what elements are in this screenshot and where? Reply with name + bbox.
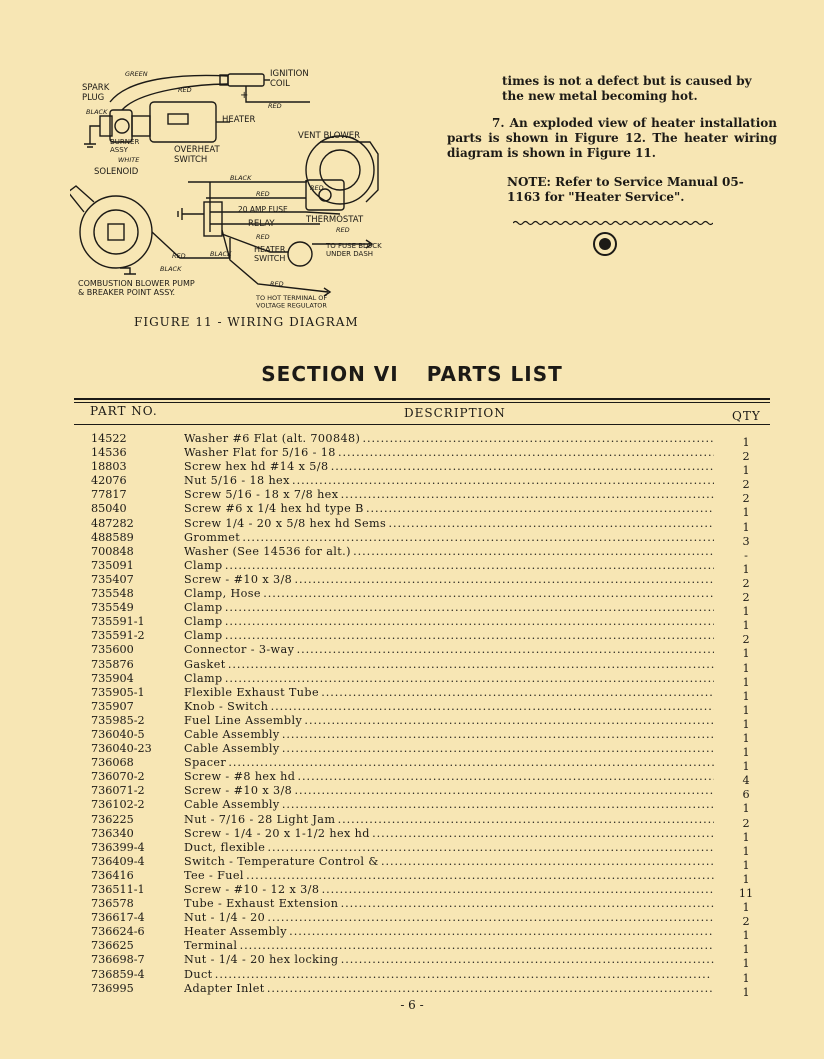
part-number: 736040-5 (91, 727, 145, 741)
table-top-rule-thin (74, 402, 770, 403)
part-quantity: 1 (742, 619, 750, 633)
part-number: 736071-2 (91, 784, 145, 798)
part-number: 736340 (91, 826, 134, 840)
part-quantity: 1 (742, 830, 750, 844)
parts-table (0, 432, 824, 999)
part-quantity: 1 (742, 957, 750, 971)
wire-label-red-8: RED (270, 280, 284, 288)
figure-caption: FIGURE 11 - WIRING DIAGRAM (134, 315, 359, 329)
part-number: 735591-1 (91, 615, 145, 629)
part-quantity: 2 (742, 591, 750, 605)
part-description: Heater Assembly . . . (184, 925, 714, 939)
table-row (0, 770, 824, 788)
table-row (0, 854, 824, 872)
part-description: Nut - 1/4 - 20 hex locking . . . (184, 953, 714, 967)
part-quantity: 2 (742, 450, 750, 464)
part-description: Cable Assembly . . . (184, 798, 714, 812)
part-description: Screw - 1/4 - 20 x 1-1/2 hex hd . . . (184, 827, 714, 841)
wavy-divider (513, 219, 713, 227)
part-description: Spacer . . . (184, 756, 714, 770)
table-row (0, 925, 824, 943)
part-quantity: 2 (742, 633, 750, 647)
table-row (0, 798, 824, 816)
table-row (0, 840, 824, 858)
part-description: Clamp . . . (184, 615, 714, 629)
label-vent-blower: VENT BLOWER (298, 131, 361, 141)
label-thermostat: THERMOSTAT (306, 215, 364, 225)
part-description: Screw 1/4 - 20 x 5/8 hex hd Sems . . . (184, 517, 714, 531)
part-description: Washer #6 Flat (alt. 700848) . . . (184, 432, 714, 446)
part-number: 736625 (91, 939, 134, 953)
part-description: Adapter Inlet . . . (184, 982, 714, 996)
table-row (0, 657, 824, 675)
part-number: 85040 (91, 502, 127, 516)
part-quantity: 1 (742, 746, 750, 760)
wire-label-red-7: RED (172, 252, 186, 260)
table-row (0, 446, 824, 464)
part-description: Screw - #10 - 12 x 3/8 . . . (184, 883, 714, 897)
table-row (0, 432, 824, 449)
service-note: NOTE: Refer to Service Manual 05-1163 for "Heater Service". (507, 175, 744, 204)
section-name: PARTS LIST (426, 362, 563, 386)
part-description: Tee - Fuel . . . (184, 869, 714, 883)
part-number: 42076 (91, 474, 127, 488)
table-row (0, 713, 824, 731)
table-row (0, 460, 824, 478)
column-header-description: DESCRIPTION (404, 406, 506, 420)
label-combustion-blower: COMBUSTION BLOWER PUMP & BREAKER POINT ASSY. (78, 279, 195, 298)
part-number: 736399-4 (91, 840, 145, 854)
header-bottom-rule (74, 424, 770, 425)
label-heater-switch: HEATER SWITCH (254, 245, 286, 264)
part-number: 736511-1 (91, 883, 145, 896)
part-quantity: 1 (742, 506, 750, 520)
table-row (0, 742, 824, 760)
part-description: Screw 5/16 - 18 x 7/8 hex . . . (184, 488, 714, 502)
part-quantity: 2 (742, 816, 750, 830)
part-description: Flexible Exhaust Tube . . . (184, 686, 714, 700)
part-number: 736617-4 (91, 911, 145, 925)
part-number: 736225 (91, 812, 134, 826)
label-fuse: 20 AMP FUSE (238, 205, 288, 214)
part-number: 735591-2 (91, 629, 145, 643)
part-quantity: 1 (742, 858, 750, 872)
part-quantity: 2 (742, 492, 750, 506)
table-row (0, 615, 824, 633)
part-quantity: 2 (742, 915, 750, 929)
part-number: 736416 (91, 868, 134, 882)
part-description: Gasket . . . (184, 658, 714, 672)
part-quantity: 1 (742, 929, 750, 943)
column-header-qty: QTY (732, 409, 761, 423)
page-number: - 6 - (400, 998, 424, 1012)
label-overheat-switch: OVERHEAT SWITCH (174, 145, 220, 165)
table-row (0, 671, 824, 689)
table-row (0, 897, 824, 915)
part-quantity: 1 (742, 802, 750, 816)
wiring-diagram (70, 62, 420, 312)
part-number: 700848 (91, 544, 134, 558)
part-description: Terminal . . . (184, 939, 714, 953)
table-row (0, 544, 824, 562)
plus-sign: + (240, 90, 249, 101)
wire-label-red-5: RED (336, 226, 350, 234)
table-row (0, 699, 824, 717)
right-column-text (447, 74, 777, 205)
part-quantity: - (744, 548, 748, 562)
table-row (0, 530, 824, 548)
part-quantity: 11 (738, 887, 754, 900)
part-description: Clamp . . . (184, 672, 714, 686)
part-number: 736859-4 (91, 967, 145, 981)
part-quantity: 1 (742, 760, 750, 774)
part-quantity: 3 (742, 534, 750, 548)
wire-label-black-1: BLACK (86, 108, 108, 116)
wire-label-black-3: BLACK (210, 250, 232, 258)
part-quantity: 1 (742, 436, 750, 449)
part-quantity: 1 (742, 717, 750, 731)
part-description: Switch - Temperature Control & . . . (184, 855, 714, 869)
part-number: 736068 (91, 756, 134, 770)
table-row (0, 868, 824, 886)
label-ignition-coil: IGNITION COIL (270, 69, 309, 89)
wire-label-black-2: BLACK (230, 174, 252, 182)
part-quantity: 1 (742, 661, 750, 675)
table-row (0, 727, 824, 745)
part-number: 736409-4 (91, 854, 145, 868)
part-number: 77817 (91, 488, 127, 502)
part-description: Clamp, Hose . . . (184, 587, 714, 601)
table-row (0, 756, 824, 774)
label-solenoid: SOLENOID (94, 167, 139, 177)
part-description: Nut - 7/16 - 28 Light Jam . . . (184, 813, 714, 827)
table-row (0, 516, 824, 534)
table-row (0, 488, 824, 506)
part-quantity: 1 (742, 703, 750, 717)
part-quantity: 1 (742, 985, 750, 999)
part-description: Clamp . . . (184, 629, 714, 643)
part-number: 735548 (91, 587, 134, 601)
part-description: Fuel Line Assembly . . . (184, 714, 714, 728)
section-number: SECTION VI (261, 362, 399, 386)
table-row (0, 953, 824, 971)
table-row (0, 643, 824, 661)
part-description: Nut - 1/4 - 20 . . . (184, 911, 714, 925)
part-number: 736698-7 (91, 953, 145, 967)
part-description: Clamp . . . (184, 601, 714, 615)
label-to-hot-terminal: TO HOT TERMINAL OF VOLTAGE REGULATOR (256, 294, 328, 310)
end-mark-icon (593, 232, 617, 256)
part-quantity: 1 (742, 562, 750, 576)
part-description: Screw - #10 x 3/8 . . . (184, 784, 714, 798)
table-row (0, 558, 824, 576)
table-row (0, 784, 824, 802)
table-row (0, 685, 824, 703)
part-number: 736040-23 (91, 742, 152, 756)
wire-label-red-3: RED (256, 190, 270, 198)
table-row (0, 601, 824, 619)
part-number: 14536 (91, 446, 127, 460)
part-number: 488589 (91, 530, 134, 544)
part-quantity: 1 (742, 464, 750, 478)
label-spark-plug: SPARK PLUG (82, 83, 110, 103)
part-description: Washer Flat for 5/16 - 18 . . . (184, 446, 714, 460)
part-quantity: 1 (742, 971, 750, 985)
table-row (0, 502, 824, 520)
part-quantity: 6 (742, 788, 750, 802)
part-number: 736102-2 (91, 798, 145, 812)
label-heater: HEATER (222, 115, 256, 125)
wire-label-green: GREEN (125, 70, 148, 78)
wire-label-red-6: RED (256, 233, 270, 241)
part-number: 735549 (91, 601, 134, 615)
table-row (0, 629, 824, 647)
part-number: 736624-6 (91, 925, 145, 939)
table-row (0, 939, 824, 957)
part-quantity: 4 (742, 774, 750, 788)
part-number: 736995 (91, 981, 134, 995)
part-quantity: 2 (742, 576, 750, 590)
column-header-part-no: PART NO. (90, 404, 158, 418)
part-description: Clamp . . . (184, 559, 714, 573)
part-number: 736070-2 (91, 770, 145, 784)
part-number: 735600 (91, 643, 134, 657)
part-description: Grommet . . . (184, 531, 714, 545)
paragraph-7: 7. An exploded view of heater installation parts is shown in Figure 12. The heater wiring diagram is shown in Figure 11. (447, 116, 777, 160)
part-quantity: 1 (742, 520, 750, 534)
part-number: 18803 (91, 460, 127, 474)
part-quantity: 1 (742, 647, 750, 661)
part-quantity: 1 (742, 872, 750, 886)
part-number: 735407 (91, 572, 134, 586)
part-description: Screw #6 x 1/4 hex hd type B . . . (184, 502, 714, 516)
table-row (0, 981, 824, 999)
part-quantity: 1 (742, 605, 750, 619)
part-number: 14522 (91, 432, 127, 445)
part-quantity: 1 (742, 689, 750, 703)
section-title (0, 362, 824, 386)
wire-label-red-4: RED (310, 184, 324, 192)
table-top-rule (74, 398, 770, 400)
part-quantity: 2 (742, 478, 750, 492)
table-row (0, 474, 824, 492)
part-description: Duct . . . (184, 968, 714, 982)
part-number: 735876 (91, 657, 134, 671)
part-number: 735985-2 (91, 713, 145, 727)
table-row (0, 812, 824, 830)
table-row (0, 967, 824, 985)
part-description: Screw hex hd #14 x 5/8 . . . (184, 460, 714, 474)
wire-label-black-4: BLACK (160, 265, 182, 273)
part-number: 735905-1 (91, 685, 145, 699)
part-number: 736578 (91, 897, 134, 911)
part-description: Washer (See 14536 for alt.) . . . (184, 545, 714, 559)
part-quantity: 1 (742, 675, 750, 689)
table-row (0, 587, 824, 605)
part-quantity: 1 (742, 731, 750, 745)
wire-label-red-1: RED (178, 86, 192, 94)
table-row (0, 883, 824, 900)
table-row (0, 826, 824, 844)
part-number: 735904 (91, 671, 134, 685)
part-description: Screw - #8 hex hd . . . (184, 770, 714, 784)
part-description: Cable Assembly . . . (184, 728, 714, 742)
part-number: 735091 (91, 558, 134, 572)
part-description: Knob - Switch . . . (184, 700, 714, 714)
part-description: Nut 5/16 - 18 hex . . . (184, 474, 714, 488)
table-row (0, 911, 824, 929)
label-relay: RELAY (248, 219, 275, 229)
wire-label-red-2: RED (268, 102, 282, 110)
part-quantity: 1 (742, 943, 750, 957)
part-number: 487282 (91, 516, 134, 530)
part-description: Screw - #10 x 3/8 . . . (184, 573, 714, 587)
paragraph-continued: times is not a defect but is caused by the new metal becoming hot. (502, 74, 752, 103)
table-row (0, 572, 824, 590)
part-description: Duct, flexible . . . (184, 841, 714, 855)
label-burner-assy: BURNER ASSY (110, 138, 140, 154)
part-description: Tube - Exhaust Extension . . . (184, 897, 714, 911)
part-number: 735907 (91, 699, 134, 713)
wire-label-white: WHITE (118, 156, 140, 164)
part-quantity: 1 (742, 844, 750, 858)
part-description: Connector - 3-way . . . (184, 643, 714, 657)
part-description: Cable Assembly . . . (184, 742, 714, 756)
part-quantity: 1 (742, 901, 750, 915)
label-to-fuse-block: TO FUSE BLOCK UNDER DASH (326, 242, 382, 258)
